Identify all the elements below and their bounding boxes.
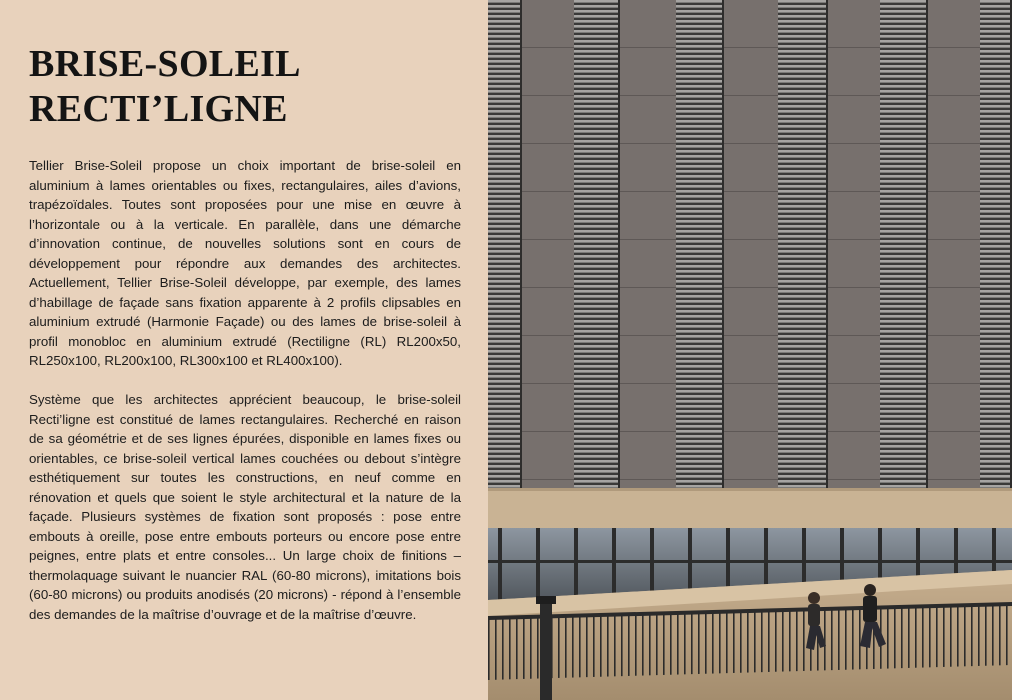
body-text: [29, 156, 461, 644]
mullion: [574, 528, 578, 603]
page-title: [29, 42, 301, 132]
louver-column: [676, 0, 724, 488]
title-line-2: RECTI’LIGNE: [29, 88, 288, 130]
title-line-1: BRISE-SOLEIL: [29, 43, 301, 85]
mullion: [536, 528, 540, 603]
facade-illustration: [488, 0, 1012, 700]
building-facade-photo: [488, 0, 1012, 700]
mullion: [612, 528, 616, 603]
lamp-post: [540, 600, 552, 700]
louver-column: [880, 0, 928, 488]
cladding-wall: [488, 0, 1012, 490]
louver-column: [488, 0, 522, 488]
louver-column: [778, 0, 828, 488]
louver-column: [980, 0, 1012, 488]
louver-column: [574, 0, 620, 488]
plinth-band: [488, 488, 1012, 528]
mullion: [498, 528, 502, 603]
text-panel: [0, 0, 488, 700]
paragraph-1: Tellier Brise-Soleil propose un choix important de brise-soleil en aluminium à lames orientables ou fixes, rectangulaires, ailes d’avions, trapézoïdales. Toutes sont proposées pour une mise en œuvre à l’horizontale ou à la verticale. En parallèle, dans une démarche d’innovation continue, de nouvelles solutions sont en cours de développement pour répondre aux demandes des architectes. Actuellement, Tellier Brise-Soleil développe, par exemple, des lames d’habillage de façade sans fixation apparente à 2 profils clipsables en aluminium extrudé (Harmonie Façade) ou des lames de brise-soleil à profil monobloc en aluminium extrudé (Rectiligne (RL) RL200x50, RL250x100, RL200x100, RL300x100 et RL400x100).: [29, 158, 461, 368]
paragraph-2: Système que les architectes apprécient beaucoup, le brise-soleil Recti’ligne est constitué de lames rectangulaires. Recherché en raison de sa géométrie et de ses lignes épurées, disponible en lames fixes ou orientables, ce brise-soleil vertical lames couchées ou debout s’intègre esthétiquement sur toutes les constructions, en neuf comme en rénovation et quels que soient le style architectural et la nature de la façade. Plusieurs systèmes de fixation sont proposés : pose entre embouts à oreille, pose entre embouts porteurs ou encore pose entre peignes, entre plats et entre consoles... Un large choix de finitions – thermolaquage suivant le nuancier RAL (60-80 microns), imitations bois (60-80 microns) ou produits anodisés (20 microns) - répond à l’ensemble des demandes de la maîtrise d’ouvrage et de la maîtrise d’œuvre.: [29, 392, 461, 622]
